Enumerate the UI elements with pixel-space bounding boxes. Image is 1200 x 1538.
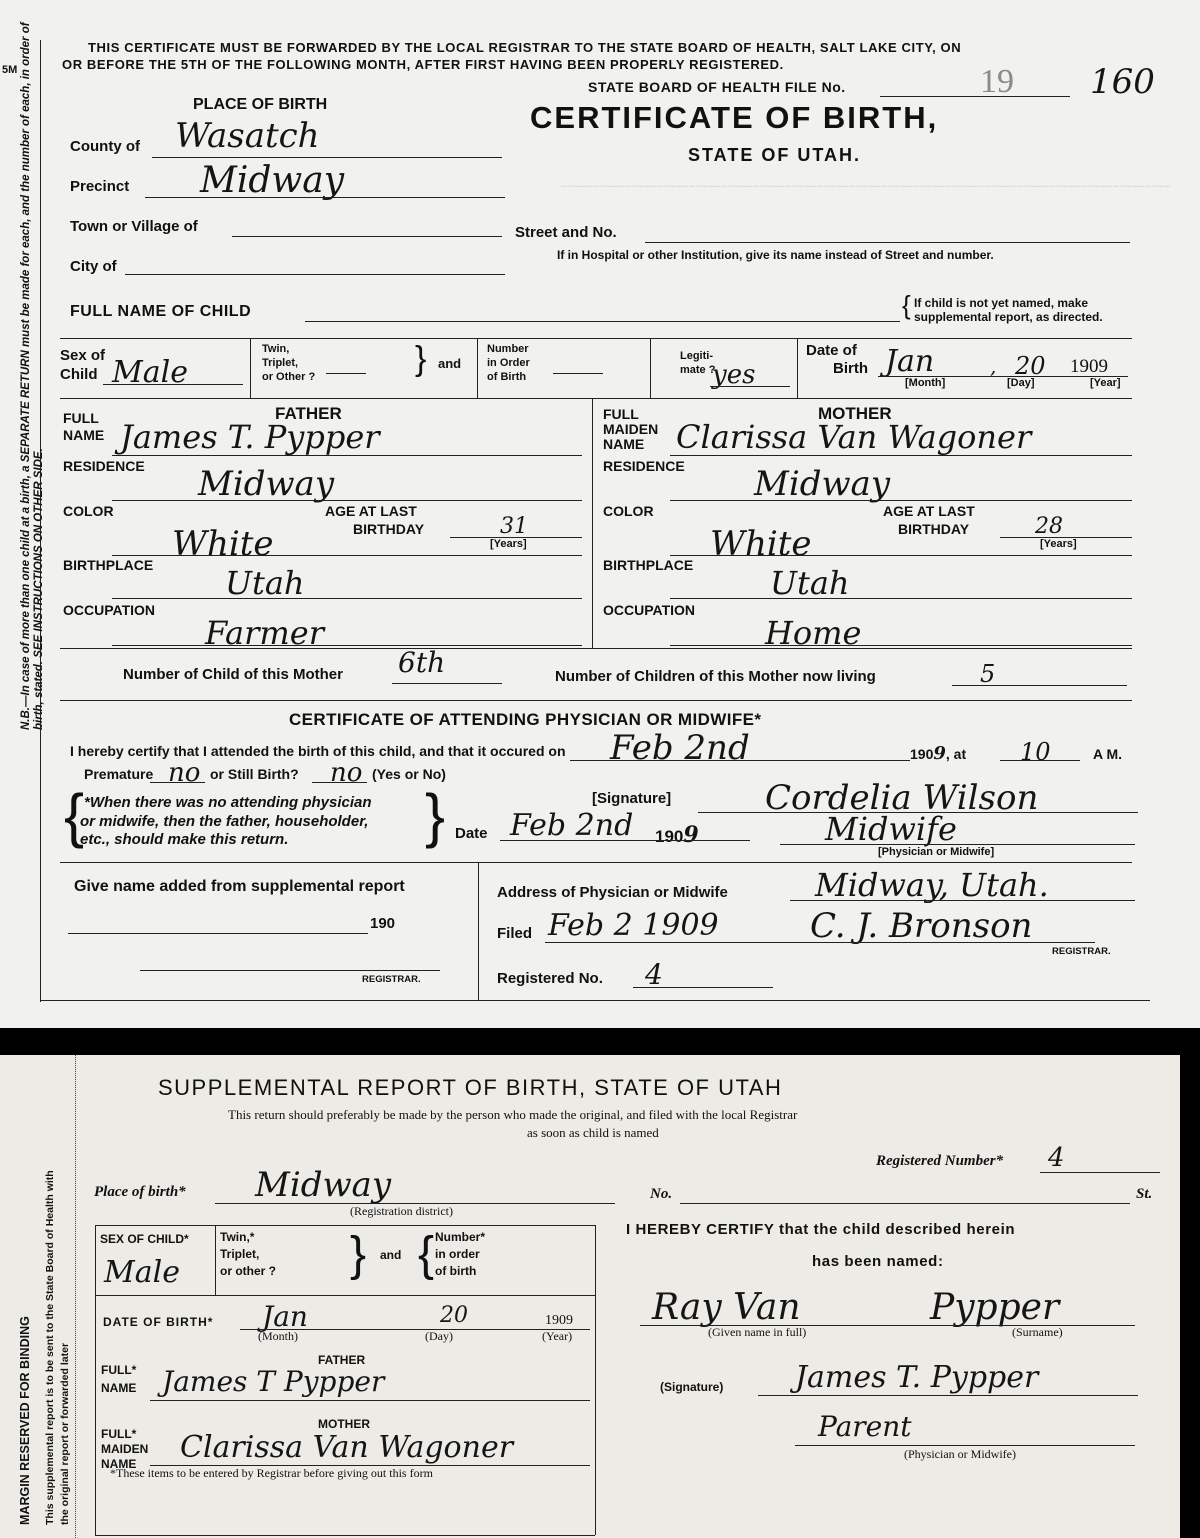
physician-signature: Cordelia Wilson [765,778,1039,818]
mother-heading: MOTHER [818,404,892,423]
given-name: Ray Van [652,1287,801,1328]
living-value: 5 [980,660,996,688]
supp-dob-day: 20 [440,1303,468,1328]
mother-occupation: Home [765,614,862,652]
supp-title: SUPPLEMENTAL REPORT OF BIRTH, STATE OF UTAH [158,1075,783,1100]
bleedthrough-text: ~~~~~~~~~~~~~~~~~~~~~~~~~~~~~~~~~~~~~~~~~~~~~~~~~~~~~~~~~~~~~~~~~~~~~~~~~~~~~~~~~~~~~~~~~~~~~~~ [560,181,1171,193]
header-line-2: OR BEFORE THE 5TH OF THE FOLLOWING MONTH, AFTER FIRST HAVING BEEN PROPERLY REGISTERED. [62,57,784,72]
full-name-label: FULL NAME OF CHILD [70,303,252,320]
physician-heading: CERTIFICATE OF ATTENDING PHYSICIAN OR MIDWIFE* [289,710,762,729]
frame-bottom [40,1000,1150,1001]
margin-binding-label: MARGIN RESERVED FOR BINDING [18,1316,32,1525]
father-residence: Midway [198,464,335,504]
surname: Pypper [930,1287,1060,1328]
margin-note-1: This supplemental report is to be sent to the State Board of Health with [44,1170,56,1525]
supp-intro-2: as soon as child is named [527,1125,659,1140]
street-label: Street and No. [515,224,617,241]
physician-title: Midwife [825,810,957,848]
stillbirth-value: no [330,758,363,788]
legitimate-value: yes [712,360,756,390]
dob-month: Jan [885,344,935,379]
supp-place: Midway [255,1165,392,1205]
dob-day: 20 [1015,352,1046,380]
registered-number: 4 [645,958,663,991]
dob-year: 1909 [1070,356,1108,377]
precinct-value: Midway [200,160,345,201]
supp-registered-number: 4 [1048,1143,1065,1173]
birth-date-written: Feb 2nd [610,728,750,768]
sex-label-1: Sex of [60,347,106,364]
certify-text: I hereby certify that I attended the birth of this child, and that it occured on [70,743,566,759]
physician-address: Midway, Utah. [815,866,1049,904]
registrar-signature: C. J. Bronson [810,906,1033,946]
father-occupation: Farmer [205,614,324,652]
birth-certificate-sheet: 5M N.B.—In case of more than one child at a birth, a SEPARATE RETURN must be made for each, and the number of each, in order of birth, stated. SEE INSTRUCTIONS ON OTHER SIDE. THIS CERTIFICATE MUST BE FORWARDED BY THE LOCAL REGISTRAR TO THE STATE BOARD OF HEALTH, SALT LAKE CITY, ON OR BEFORE THE 5TH OF THE FOLLOWING MONTH, AFTER FIRST HAVING BEEN PROPERLY REGISTERED. STATE BOARD OF HEALTH FILE No. 19 160 CERTIFICATE OF BIRTH, STATE OF UTAH. PLACE OF BIRTH County of Wasatch Precinct Midway Town or Village of Street and No. City of If in Hospital or other Institution, give its name instead of Street and number. ~~~~~~~~~~~~~~~~~~~~~~~~~~~~~~~~~~~~~~~~~~~~~~~~~~~~~~~~~~~~~~~~~~~~~~~~~~~~~~~~~~~~~~~~~~~~~~~ FULL NAME OF CHILD { If child is not yet named, make supplemental report, as directed. Sex of Child Male Twin, Triplet, or Other ? } and Number in Order of Birth Legiti- mate ? yes Date of Birth Jan , 20 1909 [Month] [Day] [Year] FATHER FULL NAME James T. Pypper RESIDENCE Midway COLOR AGE AT LAST BIRTHDAY 31 [Years] White BIRTHPLACE Utah OCCUPATION Farmer MOTHER FULL MAIDEN NAME Clarissa Van Wagoner RESIDENCE Midway COLOR AGE AT LAST BIRTHDAY 28 [Years] White BIRTHPLACE Utah OCCUPATION Home Number of Child of this Mother 6th Number of Children of this Mother now living 5 CERTIFICATE OF ATTENDING PHYSICIAN OR MIDWIFE* I hereby certify that I attended the birth of this child, and that it occured on Feb 2nd 1909, at 10 A M. Premature no or Still Birth? no (Yes or No) { *When there was no attending physician or midwife, then the father, householder, etc., should make this return. } [Signature] Cordelia Wilson Date Feb 2nd 1909 Midwife [Physician or Midwife] Give name added from supplemental report 190 REGISTRAR. Address of Physician or Midwife Midway, Utah. Filed Feb 2 1909 C. J. Bronson REGISTRAR. Registered No. 4 [0,0,1200,1028]
father-age: 31 [500,514,528,539]
birth-year-digit: 9 [933,743,946,764]
father-heading: FATHER [275,404,342,423]
supp-signature: James T. Pypper [795,1360,1039,1395]
father-color: White [172,524,274,564]
supp-dob-year: 1909 [545,1313,573,1328]
hospital-note: If in Hospital or other Institution, give its name instead of Street and number. [557,248,994,262]
father-birthplace: Utah [225,564,305,602]
supp-dob-month: Jan [262,1300,308,1333]
header-line-1: THIS CERTIFICATE MUST BE FORWARDED BY THE LOCAL REGISTRAR TO THE STATE BOARD OF HEALTH, SALT LAKE CITY, ON [88,40,962,55]
supp-certify-1: I HEREBY CERTIFY that the child described herein [626,1221,1016,1238]
supp-sex: Male [104,1255,180,1290]
frame-left [40,40,41,1002]
place-heading: PLACE OF BIRTH [193,96,328,113]
supp-mother-name: Clarissa Van Wagoner [180,1430,514,1465]
mother-age: 28 [1035,514,1063,539]
town-label: Town or Village of [70,218,198,235]
certificate-subtitle: STATE OF UTAH. [688,145,861,165]
living-label: Number of Children of this Mother now living [555,668,876,685]
file-no-label: STATE BOARD OF HEALTH FILE No. [588,79,846,95]
certificate-title: CERTIFICATE OF BIRTH, [530,100,939,135]
filed-date: Feb 2 1909 [548,908,719,943]
city-label: City of [70,258,117,275]
signed-date: Feb 2nd [510,808,634,843]
mother-birthplace: Utah [770,564,850,602]
side-instruction: N.B.—In case of more than one child at a birth, a SEPARATE RETURN must be made for each, and the number of each, in order of birth, stated. SEE INSTRUCTIONS ON OTHER SIDE. [20,22,45,730]
supp-capacity: Parent [818,1410,912,1443]
mother-residence: Midway [754,464,891,504]
sex-value: Male [112,355,188,390]
county-label: County of [70,138,140,155]
supp-name-label: Give name added from supplemental report [74,878,405,895]
mother-color: White [710,524,812,564]
file-number: 160 [1090,62,1155,102]
number-child-value: 6th [398,646,446,679]
precinct-label: Precinct [70,178,130,195]
file-year: 19 [980,63,1014,100]
county-value: Wasatch [175,116,320,156]
supp-intro-1: This return should preferably be made by the person who made the original, and filed with the local Registrar [228,1107,798,1122]
birth-hour: 10 [1020,738,1051,766]
supp-certify-2: has been named: [812,1253,944,1270]
supplemental-report-sheet: MARGIN RESERVED FOR BINDING This supplemental report is to be sent to the State Board of Health with the original report or forwarded later SUPPLEMENTAL REPORT OF BIRTH, STATE OF UTAH This return should preferably be made by the person who made the original, and filed with the local Registrar as soon as child is named Registered Number* 4 Place of birth* Midway (Registration district) No. St. SEX OF CHILD* Male Twin,* Triplet, or other ? } and { Number* in order of birth DATE OF BIRTH* Jan 20 1909 (Month) (Day) (Year) FATHER FULL* NAME James T Pypper MOTHER FULL* MAIDEN NAME Clarissa Van Wagoner *These items to be entered by Registrar before giving out this form I HEREBY CERTIFY that the child described herein has been named: Ray Van Pypper (Given name in full) (Surname) (Signature) James T. Pypper Parent (Physician or Midwife) [0,1055,1180,1538]
not-named-note-2: supplemental report, as directed. [914,310,1103,324]
margin-note-2: the original report or forwarded later [59,1342,71,1525]
supp-father-name: James T Pypper [162,1365,385,1398]
not-named-note-1: If child is not yet named, make [914,296,1089,310]
father-name: James T. Pypper [120,418,380,456]
sex-label-2: Child [60,366,98,383]
number-child-label: Number of Child of this Mother [123,666,343,683]
premature-value: no [168,758,201,788]
mother-name: Clarissa Van Wagoner [676,418,1032,456]
side-form-number: 5M [2,64,18,76]
